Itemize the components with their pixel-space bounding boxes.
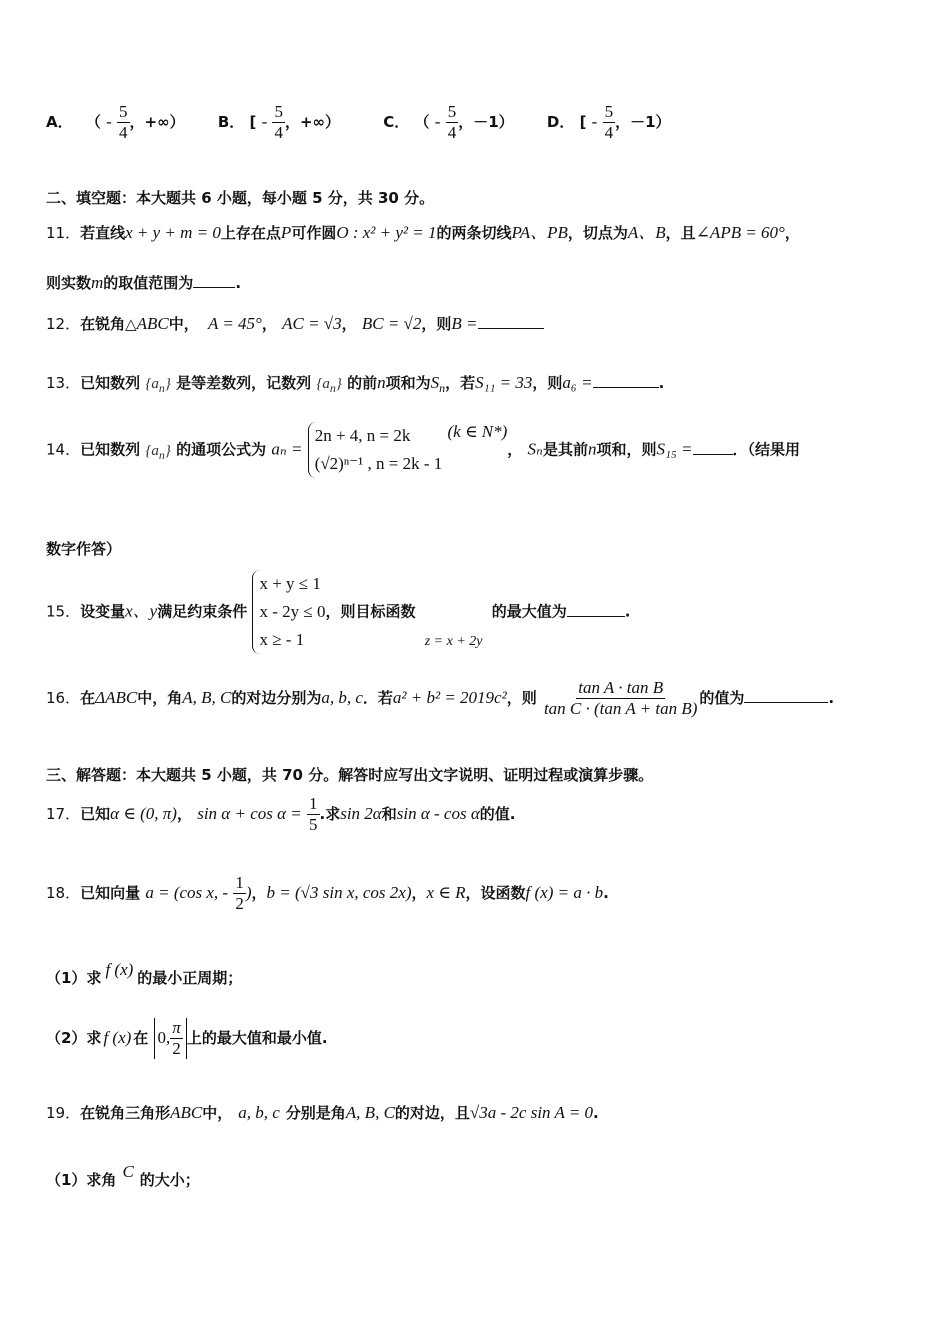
question-17: 17．已知α ∈ (0, π)， sin α + cos α = $\frac{1}{5}$ .求sin 2α和sin α - cos α的值. (46, 794, 516, 834)
answer-blank-14[interactable] (693, 454, 733, 455)
option-c: C． （ - $\frac{5}{4}$ ，－1） (383, 102, 514, 142)
constraint-brace: x + y ≤ 1 x - 2y ≤ 0 x ≥ - 1 (252, 570, 325, 654)
question-12: 12．在锐角△ABC中， A = 45°， AC = √3， BC = √2，则B = (46, 313, 544, 334)
question-16: 16．在ΔABC中，角A, B, C的对边分别为a, b, c．若a² + b² = 2019c²，则 $\frac{\text{tan A · tan B}}{\text{tan C · (tan A + tan B)}}$ 的值为 . (46, 678, 835, 718)
question-11-line2: 则实数m的取值范围为 . (46, 273, 242, 292)
question-18-part1: （1）求 f (x) 的最小正周期； (46, 960, 243, 987)
question-15: 15．设变量x、y满足约束条件 x + y ≤ 1 x - 2y ≤ 0 x ≥ - 1 ，则目标函数 z = x + 2y 的最大值为 . (46, 570, 630, 654)
answer-blank-11[interactable] (193, 287, 235, 288)
option-d: D． [ - $\frac{5}{4}$ ，－1） (546, 102, 671, 142)
answer-blank-15[interactable] (567, 616, 625, 617)
option-row (46, 102, 671, 143)
answer-blank-12[interactable] (478, 328, 544, 329)
answer-blank-13[interactable] (593, 387, 659, 388)
option-b: B． [ - $\frac{5}{4}$ ，+∞） (217, 102, 341, 142)
question-14: 14．已知数列 $\{a_n\}$ 的通项公式为 aₙ = 2n + 4, n = 2k (√2)ⁿ⁻¹ , n = 2k - 1 (k ∈ N*)， Sₙ是其前n项和，则S₁₅ = ．（结果用 (46, 422, 800, 478)
question-14-line2: 数字作答） (46, 540, 122, 558)
fraction-tan: $\frac{\text{tan A · tan B}}{\text{tan C · (tan A + tan B)}}$ (543, 678, 698, 718)
question-13: 13．已知数列 $\{a_n\}$ 是等差数列，记数列 $\{a_n\}$ 的前n项和为$S_n$，若S₁₁ = 33，则a₆ = . (46, 373, 665, 395)
question-18-part2: （2）求 f (x) 在 0, $\frac{\pi}{2}$ 上的最大值和最小值. (46, 1018, 328, 1058)
section-heading-solutions: 三、解答题：本大题共 5 小题，共 70 分。解答时应写出文字说明、证明过程或演算步骤。 (46, 766, 654, 784)
question-19-part1: （1）求角 C 的大小； (46, 1162, 200, 1189)
question-11: 11．若直线x + y + m = 0上存在点P可作圆O : x² + y² = 1的两条切线PA、PB，切点为A、B，且∠APB = 60°， (46, 223, 800, 242)
question-18: 18．已知向量 a = (cos x, - $\frac{1}{2}$ )，b = (√3 sin x, cos 2x)，x ∈ R，设函数f (x) = a · b. (46, 873, 609, 913)
piecewise-brace: 2n + 4, n = 2k (√2)ⁿ⁻¹ , n = 2k - 1 (308, 422, 443, 478)
option-a: A． （ - $\frac{5}{4}$ ，+∞） (46, 102, 185, 142)
section-heading-fill-in: 二、填空题：本大题共 6 小题，每小题 5 分，共 30 分。 (46, 189, 435, 207)
answer-blank-16[interactable] (744, 702, 828, 703)
question-19: 19．在锐角三角形ABC中， a, b, c 分别是角A, B, C的对边，且√3a - 2c sin A = 0. (46, 1103, 599, 1122)
